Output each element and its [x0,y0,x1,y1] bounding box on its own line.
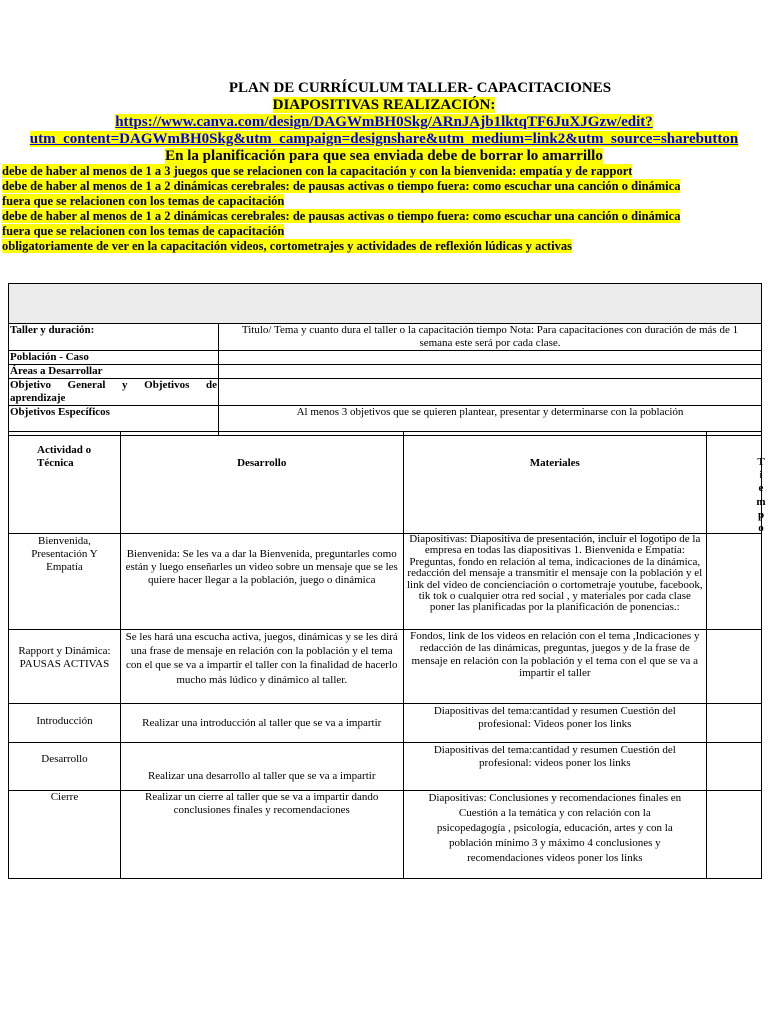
development-cell[interactable]: Realizar un cierre al taller que se va a impartir dando conclusiones finales y recomendaciones [120,791,403,879]
note-line: debe de haber al menos de 1 a 2 dinámicas cerebrales: de pausas activas o tiempo fuera: como escuchar una canción o dinámica [2,209,681,223]
tiempo-letter: m [756,495,766,508]
development-cell[interactable]: Realizar una introducción al taller que se va a impartir [120,704,403,743]
header-actividad: Actividad o Técnica [9,432,121,534]
taller-label: Taller y duración: [9,324,219,351]
canva-link[interactable]: https://www.canva.com/design/DAGWmBH0Skg/ARnJAjb1lktqTF6JuXJGzw/edit? [115,114,653,130]
time-cell[interactable] [707,534,762,630]
areas-value[interactable] [219,365,762,379]
table-header-band [8,283,762,324]
time-cell[interactable] [707,630,762,704]
development-cell[interactable]: Se les hará una escucha activa, juegos, dinámicas y se les dirá una frase de mensaje en relación con la población y el tema con el que se va a impartir el taller con la finalidad de hacerlo mucho más lúdico y dinámico al taller. [120,630,403,704]
highlighted-notes [2,164,766,254]
development-cell[interactable]: Realizar una desarrollo al taller que se va a impartir [120,743,403,791]
document-subtitle: DIAPOSITIVAS REALIZACIÓN: [272,97,496,113]
development-cell[interactable]: Bienvenida: Se les va a dar la Bienvenida, preguntarles como están y luego enseñarles un video sobre un mensaje que se les quiere hacer llegar a la población, juego o dinámica [120,534,403,630]
activity-cell[interactable]: Bienvenida, Presentación Y Empatía [9,534,121,630]
note-line: fuera que se relacionen con los temas de capacitación [2,224,285,238]
tiempo-letter: T [757,456,765,468]
objetivo-general-label: Objetivo General y Objetivos de aprendizaje [10,379,217,404]
header-tiempo [754,456,768,535]
objetivos-especificos-value[interactable]: Al menos 3 objetivos que se quieren plantear, presentar y determinarse con la población [219,406,762,436]
materials-cell[interactable]: Diapositivas: Conclusiones y recomendaciones finales en Cuestión a la temática y con relación con la psicopedagogía , psicología, educación, artes y con la población mínimo 3 y máximo 4 conclusiones y recomendaciones videos poner los links [403,791,707,879]
note-line: fuera que se relacionen con los temas de capacitación [2,194,285,208]
plan-note: En la planificación para que sea enviada debe de borrar lo amarrillo [165,148,603,164]
time-cell[interactable] [707,704,762,743]
objetivos-especificos-label: Objetivos Específicos [9,406,219,436]
document-header [0,80,768,165]
time-cell[interactable] [707,791,762,879]
canva-link-continued[interactable]: utm_content=DAGWmBH0Skg&utm_campaign=designshare&utm_medium=link2&utm_source=sharebutton [29,131,739,147]
header-desarrollo: Desarrollo [120,432,403,534]
materials-cell[interactable]: Diapositivas: Diapositiva de presentación, incluir el logotipo de la empresa en todas las diapositivas 1. Bienvenida e Empatía: Preguntas, fondo en relación al tema, indicaciones de la dinámica, redacción del mensaje a transmitir el mensaje con la población y el link del video de concienciación o cortometraje youtube, facebook, tik tok o cualquier otra red social , y materiales por cada clase poner las planificadas por la planificación de ponencias.: [403,534,707,630]
tiempo-letter: e [758,482,764,495]
tiempo-letter: i [759,469,763,482]
areas-label: Áreas a Desarrollar [9,365,219,379]
materials-cell[interactable]: Diapositivas del tema:cantidad y resumen Cuestión del profesional: videos poner los links [403,743,707,791]
materials-cell[interactable]: Diapositivas del tema:cantidad y resumen Cuestión del profesional: Videos poner los links [403,704,707,743]
document-title: PLAN DE CURRÍCULUM TALLER- CAPACITACIONES [228,80,612,96]
objetivo-general-value[interactable] [219,379,762,406]
tiempo-letter: p [757,508,765,521]
materials-cell[interactable]: Fondos, link de los videos en relación con el tema ,Indicaciones y redacción de las dinámicas, preguntas, juegos y de la frase de mensaje en relación con la población y el tema con el que se va a impartir el taller [403,630,707,704]
poblacion-label: Población - Caso [9,351,219,365]
activity-cell[interactable]: Cierre [9,791,121,879]
activity-cell[interactable]: Desarrollo [9,743,121,791]
time-cell[interactable] [707,743,762,791]
taller-value[interactable]: Titulo/ Tema y cuanto dura el taller o la capacitación tiempo Nota: Para capacitaciones con duración de más de 1 semana este será por cada clase. [219,324,762,351]
activity-cell[interactable]: Introducción [9,704,121,743]
tiempo-letter: o [758,522,764,535]
poblacion-value[interactable] [219,351,762,365]
activity-cell[interactable]: Rapport y Dinámica: PAUSAS ACTIVAS [9,630,121,704]
note-line: debe de haber al menos de 1 a 2 dinámicas cerebrales: de pausas activas o tiempo fuera: como escuchar una canción o dinámica [2,179,681,193]
note-line: obligatoriamente de ver en la capacitación videos, cortometrajes y actividades de reflexión lúdicas y activas [2,239,572,253]
info-table [8,323,762,436]
activities-table [8,431,762,879]
note-line: debe de haber al menos de 1 a 3 juegos que se relacionen con la capacitación y con la bienvenida: empatía y de rapport [2,164,633,178]
header-materiales: Materiales [403,432,707,534]
